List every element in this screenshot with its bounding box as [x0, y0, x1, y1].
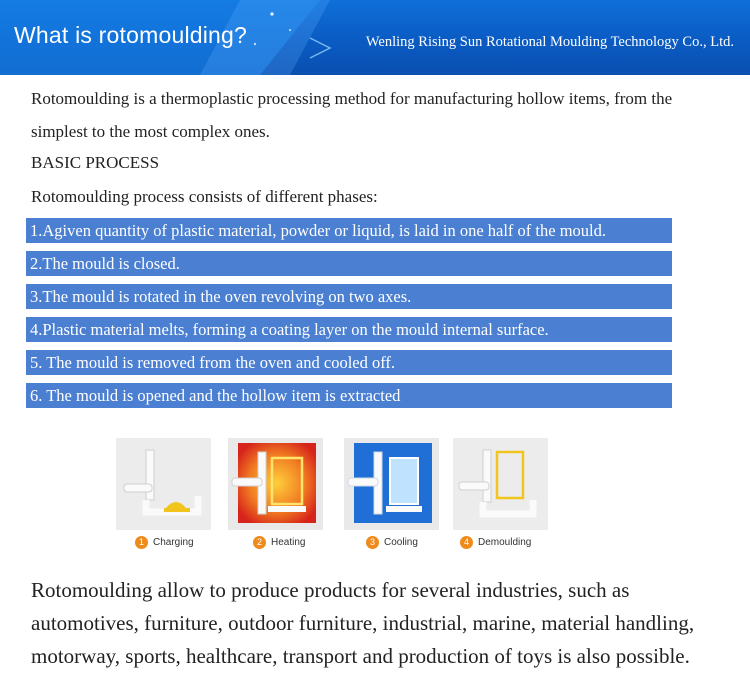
figure-caption-cooling: 3 Cooling: [366, 536, 418, 549]
process-step: 1.Agiven quantity of plastic material, powder or liquid, is laid in one half of the mould.: [26, 218, 672, 243]
process-step: 4.Plastic material melts, forming a coating layer on the mould internal surface.: [26, 317, 672, 342]
figure-caption-heating: 2 Heating: [253, 536, 305, 549]
process-figures: [0, 438, 750, 558]
intro-paragraph: Rotomoulding is a thermoplastic processing method for manufacturing hollow items, from the simplest to the most complex ones.: [31, 89, 673, 141]
demoulding-mould-icon: [453, 438, 548, 530]
heating-mould-icon: [228, 438, 323, 530]
closing-paragraph: Rotomoulding allow to produce products for several industries, such as automotives, furniture, outdoor furniture, industrial, marine, material handling, motorway, sports, healthcare, transport and production of toys is also possible.: [31, 578, 695, 668]
page-title: What is rotomoulding?: [14, 22, 248, 48]
process-intro: Rotomoulding process consists of different phases:: [31, 187, 378, 206]
section-heading: BASIC PROCESS: [31, 153, 160, 172]
process-steps-list: [26, 218, 672, 416]
step-number-badge: 1: [135, 536, 148, 549]
header-banner: [0, 0, 750, 75]
figure-caption-charging: 1 Charging: [135, 536, 194, 549]
process-step: 3.The mould is rotated in the oven revolving on two axes.: [26, 284, 672, 309]
figure-caption-demoulding: 4 Demoulding: [460, 536, 531, 549]
step-number-badge: 2: [253, 536, 266, 549]
charging-mould-icon: [116, 438, 211, 530]
step-number-badge: 4: [460, 536, 473, 549]
company-name: Wenling Rising Sun Rotational Moulding Technology Co., Ltd.: [365, 34, 734, 50]
process-step: 2.The mould is closed.: [26, 251, 672, 276]
cooling-mould-icon: [344, 438, 439, 530]
step-number-badge: 3: [366, 536, 379, 549]
process-step: 5. The mould is removed from the oven and cooled off.: [26, 350, 672, 375]
process-step: 6. The mould is opened and the hollow item is extracted: [26, 383, 672, 408]
